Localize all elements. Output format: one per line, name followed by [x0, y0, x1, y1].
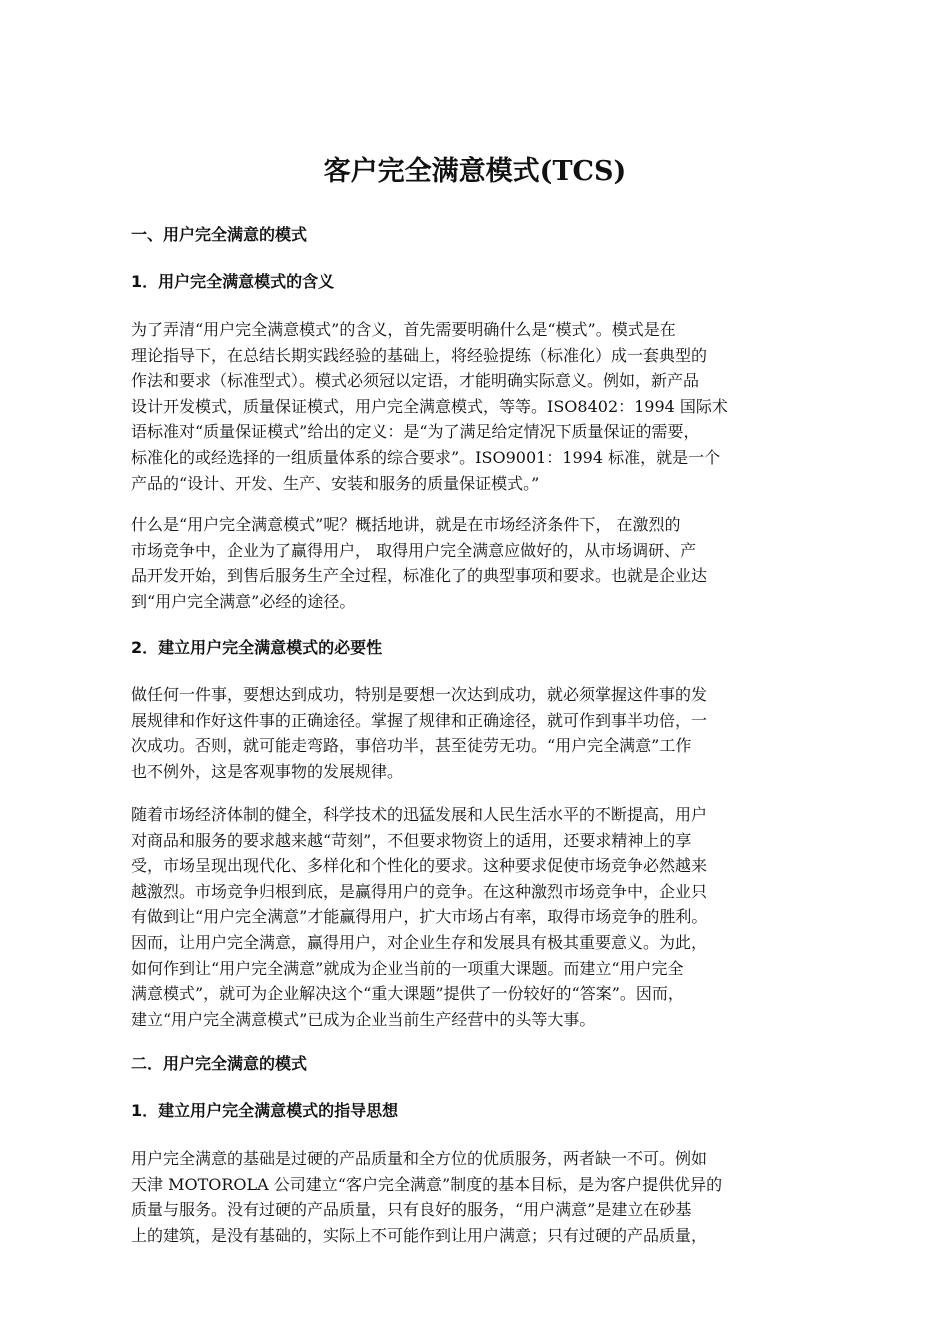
document-title: 客户完全满意模式(TCS) — [323, 156, 627, 187]
subsection-heading-2-1: 1．建立用户完全满意模式的指导思想 — [131, 1101, 399, 1120]
section-heading-1: 一、用户完全满意的模式 — [131, 225, 308, 244]
paragraph-1 — [131, 317, 836, 496]
paragraph-4 — [131, 802, 836, 1032]
paragraph-5 — [131, 1146, 836, 1248]
text-line: 天津 MOTOROLA 公司建立“客户完全满意”制度的基本目标，是为客户提供优异的 — [131, 1174, 723, 1194]
text-line: 标准化的或经选择的一组质量体系的综合要求”。ISO9001：1994 标准，就是一个 — [131, 447, 721, 467]
text-line: 做任何一件事，要想达到成功，特别是要想一次达到成功，就必须掌握这件事的发 — [131, 685, 708, 704]
paragraph-2 — [131, 512, 836, 614]
text-line: 为了弄清“用户完全满意模式”的含义，首先需要明确什么是“模式”。模式是在 — [131, 320, 676, 339]
text-line: 理论指导下，在总结长期实践经验的基础上，将经验提练（标准化）成一套典型的 — [131, 345, 708, 365]
section-heading-2: 二．用户完全满意的模式 — [131, 1054, 308, 1073]
text-line: 作法和要求（标准型式）。模式必须冠以定语，才能明确实际意义。例如，新产品 — [131, 371, 700, 391]
text-line: 建立“用户完全满意模式”已成为企业当前生产经营中的头等大事。 — [131, 1009, 596, 1029]
text-line: 展规律和作好这件事的正确途径。掌握了规律和正确途径，就可作到事半功倍，一 — [131, 710, 708, 730]
text-line: 上的建筑，是没有基础的，实际上不可能作到让用户满意；只有过硬的产品质量， — [131, 1225, 708, 1245]
text-line: 设计开发模式，质量保证模式，用户完全满意模式，等等。ISO8402：1994 国际术 — [131, 396, 728, 416]
text-line: 用户完全满意的基础是过硬的产品质量和全方位的优质服务，两者缺一不可。例如 — [131, 1149, 708, 1168]
text-line: 市场竞争中，企业为了赢得用户， 取得用户完全满意应做好的，从市场调研、产 — [131, 540, 697, 560]
text-line: 越激烈。市场竞争归根到底，是赢得用户的竞争。在这种激烈市场竞争中，企业只 — [131, 881, 708, 901]
text-line: 对商品和服务的要求越来越“苛刻”，不但要求物资上的适用，还要求精神上的享 — [131, 830, 692, 850]
text-line: 受，市场呈现出现代化、多样化和个性化的要求。这种要求促使市场竞争必然越来 — [131, 856, 708, 876]
text-line: 随着市场经济体制的健全，科学技术的迅猛发展和人民生活水平的不断提高，用户 — [131, 805, 708, 824]
text-line: 质量与服务。没有过硬的产品质量，只有良好的服务，“用户满意”是建立在砂基 — [131, 1200, 692, 1220]
text-line: 次成功。否则，就可能走弯路，事倍功半，甚至徒劳无功。“用户完全满意”工作 — [131, 736, 692, 756]
text-line: 到“用户完全满意”必经的途径。 — [131, 591, 356, 611]
text-line: 产品的“设计、开发、生产、安装和服务的质量保证模式。” — [131, 473, 540, 493]
subsection-heading-1-1: 1．用户完全满意模式的含义 — [131, 272, 335, 291]
text-line: 有做到让“用户完全满意”才能赢得用户，扩大市场占有率，取得市场竞争的胜利。 — [131, 907, 708, 927]
text-line: 满意模式”，就可为企业解决这个“重大课题”提供了一份较好的“答案”。因而， — [131, 984, 684, 1004]
text-line: 品开发开始，到售后服务生产全过程，标准化了的典型事项和要求。也就是企业达 — [131, 566, 708, 586]
text-line: 也不例外，这是客观事物的发展规律。 — [131, 761, 404, 781]
paragraph-3 — [131, 682, 836, 784]
text-line: 语标准对“质量保证模式”给出的定义：是“为了满足给定情况下质量保证的需要， — [131, 422, 700, 442]
text-line: 如何作到让“用户完全满意”就成为企业当前的一项重大课题。而建立“用户完全 — [131, 958, 684, 978]
subsection-heading-1-2: 2．建立用户完全满意模式的必要性 — [131, 638, 383, 657]
text-line: 因而，让用户完全满意，赢得用户，对企业生存和发展具有极其重要意义。为此， — [131, 932, 708, 952]
text-line: 什么是“用户完全满意模式”呢？概括地讲，就是在市场经济条件下， 在激烈的 — [131, 515, 681, 534]
